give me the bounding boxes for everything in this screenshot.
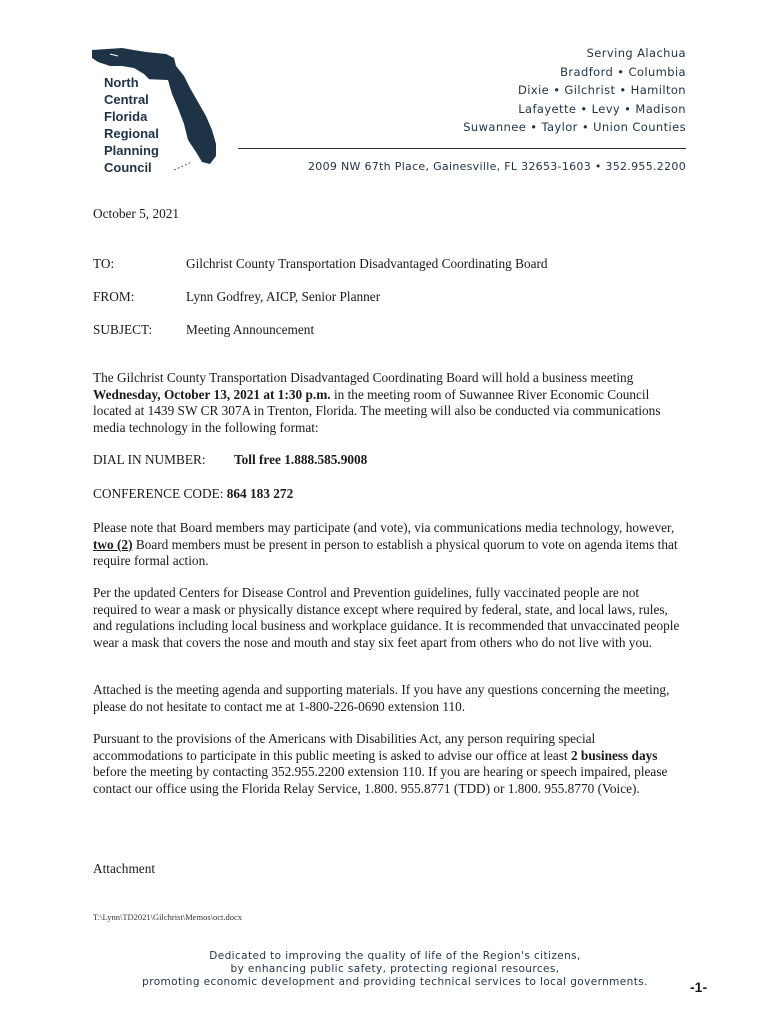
- text: Board members must be present in person to establish a physical quorum to vote on agenda items that require formal action.: [93, 536, 678, 568]
- to-value: Gilchrist County Transportation Disadvantaged Coordinating Board: [186, 256, 548, 271]
- serving-line: Dixie • Gilchrist • Hamilton: [518, 83, 686, 97]
- council-logo: [88, 44, 238, 184]
- footer-line: Dedicated to improving the quality of life of the Region's citizens,: [209, 950, 581, 962]
- serving-line: Suwannee • Taylor • Union Counties: [463, 120, 686, 134]
- quorum-count: two (2): [93, 536, 133, 552]
- counties-served: [463, 44, 686, 137]
- subject-value: Meeting Announcement: [186, 322, 315, 337]
- text: before the meeting by contacting 352.955.2200 extension 110. If you are hearing or speech impaired, please contact our office using the Florida Relay Service, 1.800. 955.8771 (TDD) or 1.800. 955.8770 (Voice).: [93, 764, 668, 796]
- paragraph-meeting: [93, 370, 685, 436]
- serving-line: Lafayette • Levy • Madison: [518, 101, 686, 116]
- serving-line: Serving Alachua: [586, 46, 686, 60]
- notice-days: 2 business days: [570, 747, 658, 763]
- memo-date: October 5, 2021: [93, 206, 180, 221]
- text: Pursuant to the provisions of the Americans with Disabilities Act, any person requiring special accommodations to participate in this public meeting is asked to advise our office at least: [93, 731, 596, 763]
- org-line: Central: [104, 92, 149, 107]
- text: in the meeting room of Suwannee River Economic Council located at 1439 SW CR 307A in Trenton, Florida. The meeting will also be conducted via communications media technology in the following format:: [93, 386, 661, 435]
- text: Attached is the meeting agenda and supporting materials. If you have any questions concerning the meeting, please do not hesitate to contact me at 1-800-226-0690 extension 110.: [93, 682, 670, 714]
- conference-code: 864 183 272: [226, 486, 294, 501]
- file-path: T:\Lynn\TD2021\Gilchrist\Memos\oct.docx: [93, 912, 243, 922]
- council-name: [104, 74, 159, 176]
- conference-label: CONFERENCE CODE:: [93, 486, 224, 501]
- paragraph-quorum: [93, 520, 685, 570]
- text: Per the updated Centers for Disease Control and Prevention guidelines, fully vaccinated people are not required to wear a mask or physically distance except where required by federal, state, and local laws, rules, and regulations including local business and workplace guidance. It is recommended that unvaccinated people wear a mask that covers the nose and mouth and stay six feet apart from others who do not live with you.: [93, 585, 680, 650]
- attachment-label: Attachment: [93, 861, 156, 876]
- paragraph-cdc: [93, 585, 685, 651]
- to-label: TO:: [93, 256, 115, 271]
- footer-line: by enhancing public safety, protecting regional resources,: [230, 963, 560, 975]
- paragraph-ada: [93, 731, 685, 797]
- dial-number: Toll free 1.888.585.9008: [234, 452, 368, 467]
- dial-in-row: [93, 452, 368, 469]
- paragraph-attached: [93, 682, 685, 715]
- subject-label: SUBJECT:: [93, 322, 153, 337]
- serving-line: Bradford • Columbia: [560, 64, 686, 79]
- text: Please note that Board members may participate (and vote), via communications media technology, however,: [93, 520, 675, 535]
- org-line: Council: [104, 160, 152, 175]
- meeting-datetime: Wednesday, October 13, 2021 at 1:30 p.m.: [93, 386, 331, 402]
- org-line: North: [104, 75, 139, 90]
- org-line: Regional: [104, 126, 159, 141]
- page-number: -1-: [690, 979, 708, 995]
- org-line: Florida: [104, 109, 148, 124]
- from-value: Lynn Godfrey, AICP, Senior Planner: [186, 289, 381, 304]
- footer-mission: [60, 950, 730, 989]
- org-line: Planning: [104, 143, 159, 158]
- text: The Gilchrist County Transportation Disadvantaged Coordinating Board will hold a business meeting: [93, 370, 634, 385]
- conference-code-row: [93, 486, 293, 503]
- header-divider: [238, 148, 686, 149]
- dial-label: DIAL IN NUMBER:: [93, 452, 206, 467]
- council-address: 2009 NW 67th Place, Gainesville, FL 32653-1603 • 352.955.2200: [307, 160, 686, 173]
- from-label: FROM:: [93, 289, 135, 304]
- footer-line: promoting economic development and providing technical services to local governments.: [142, 976, 648, 988]
